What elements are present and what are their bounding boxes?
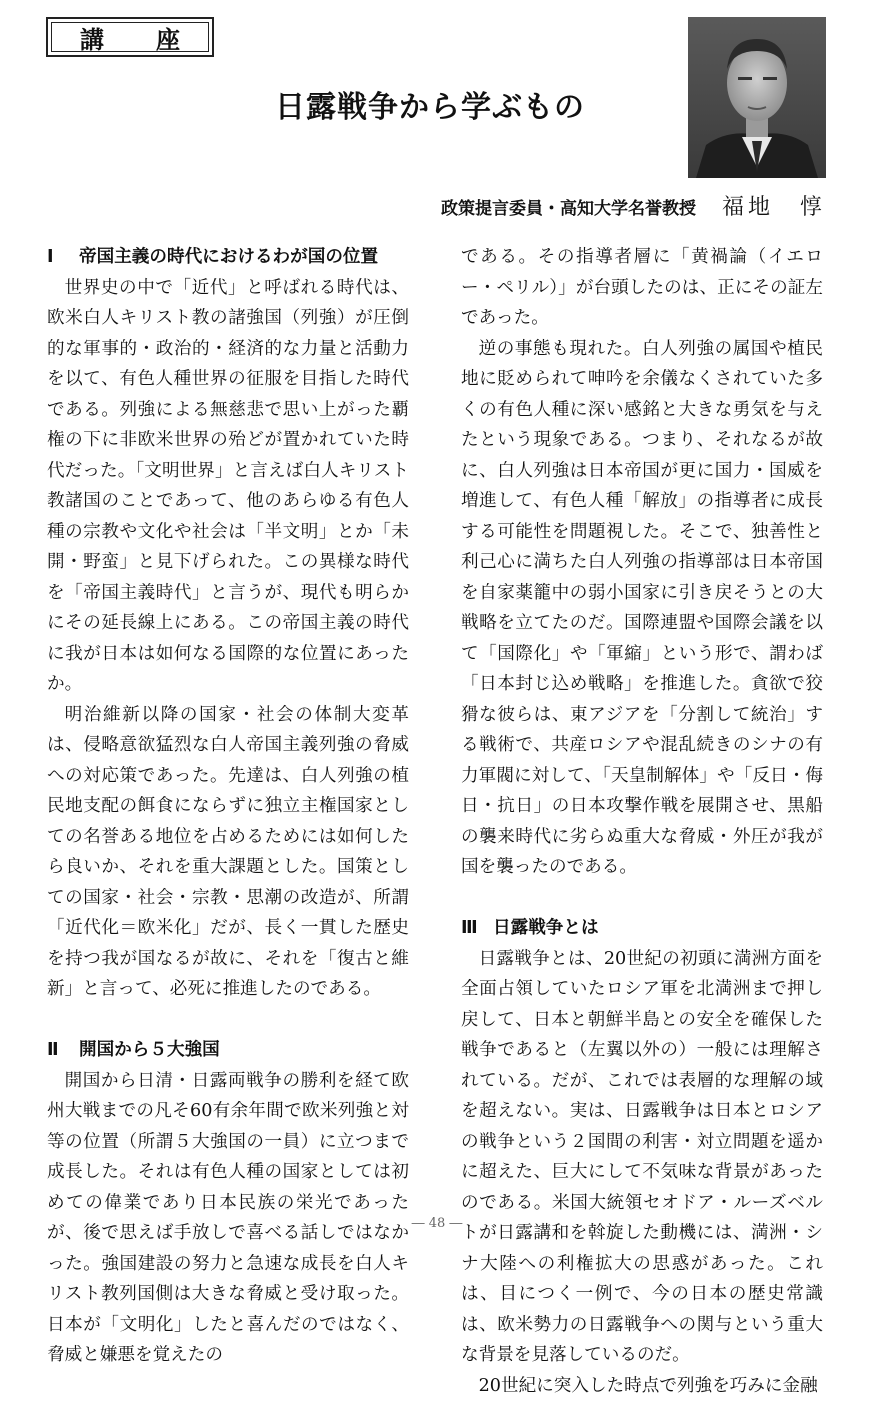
section-heading-1 [47,242,409,273]
article-title: 日露戦争から学ぶもの [230,82,630,126]
paragraph-continued: である。その指導者層に「黄禍論（イエロー・ペリル）」が台頭したのは、正にその証左であった。 [461,242,823,334]
category-label-box [46,17,214,57]
author-role: 政策提言委員・高知大学名誉教授 [441,199,696,219]
section-number-1: Ⅰ [47,242,79,273]
paragraph: 明治維新以降の国家・社会の体制大変革は、侵略意欲猛烈な白人帝国主義列強の脅威への対応策であった。先達は、白人列強の植民地支配の餌食にならずに独立主権国家としての名誉ある地位を占めるためには如何したら良いか、それを重大課題とした。国策としての国家・社会・宗教・思潮の改造が、所謂「近代化＝欧米化」だが、長く一貫した歴史を持つ我が国なるが故に、それを「復古と維新」と言って、必死に推進したのである。 [47,700,409,1005]
section-heading-3 [461,913,823,944]
section-number-2: Ⅱ [47,1035,79,1066]
author-portrait-photo [688,17,826,178]
page-number: ― 48 ― [0,1216,874,1231]
author-byline [441,190,826,221]
section-title-2: 開国から５大強国 [79,1040,220,1060]
section-title-1: 帝国主義の時代におけるわが国の位置 [79,247,378,267]
paragraph: 逆の事態も現れた。白人列強の属国や植民地に貶められて呻吟を余儀なくされていた多くの有色人種に深い感銘と大きな勇気を与えたという現象である。つまり、それなるが故に、白人列強は日本帝国が更に国力・国威を増進して、有色人種「解放」の指導者に成長する可能性を問題視した。そこで、独善性と利己心に満ちた白人列強の指導部は日本帝国を自家薬籠中の弱小国家に引き戻そうとの大戦略を立てたのだ。国際連盟や国際会議を以て「国際化」や「軍縮」という形で、謂わば「日本封じ込め戦略」を推進した。貪欲で狡猾な彼らは、東アジアを「分割して統治」する戦術で、共産ロシアや混乱続きのシナの有力軍閥に対して、「天皇制解体」や「反日・侮日・抗日」の日本攻撃作戦を展開させ、黒船の襲来時代に劣らぬ重大な脅威・外圧が我が国を襲ったのである。 [461,334,823,883]
column-left [47,242,409,1371]
section-number-3: Ⅲ [461,913,493,944]
paragraph: 開国から日清・日露両戦争の勝利を経て欧州大戦までの凡そ60有余年間で欧米列強と対等の位置（所謂５大強国の一員）に立つまで成長した。それは有色人種の国家としては初めての偉業であり日本民族の栄光であったが、後で思えば手放しで喜べる話しではなかった。強国建設の努力と急速な成長を白人キリスト教列国側は大きな脅威と受け取った。日本が「文明化」したと喜んだのではなく、脅威と嫌悪を覚えたの [47,1066,409,1371]
section-title-3: 日露戦争とは [493,918,599,938]
paragraph: 日露戦争とは、20世紀の初頭に満洲方面を全面占領していたロシア軍を北満洲まで押し戻して、日本と朝鮮半島との安全を確保した戦争であると（左翼以外の）一般には理解されている。だが、これでは表層的な理解の域を超えない。実は、日露戦争は日本とロシアの戦争という２国間の利害・対立問題を遥かに超えた、巨大にして不気味な背景があったのである。米国大統領セオドア・ルーズベルトが日露講和を斡旋した動機には、満洲・シナ大陸への利権拡大の思惑があった。これは、目につく一例で、今の日本の歴史常識は、欧米勢力の日露戦争への関与という重大な背景を見落しているのだ。 [461,944,823,1371]
section-heading-2 [47,1035,409,1066]
paragraph: 世界史の中で「近代」と呼ばれる時代は、欧米白人キリスト教の諸強国（列強）が圧倒的な軍事的・政治的・経済的な力量と活動力を以て、有色人種世界の征服を目指した時代である。列強による無慈悲で思い上がった覇権の下に非欧米世界の殆どが置かれていた時代だった。「文明世界」と言えば白人キリスト教諸国のことであって、他のあらゆる有色人種の宗教や文化や社会は「半文明」とか「未開・野蛮」と見下げられた。この異様な時代を「帝国主義時代」と言うが、現代も明らかにその延長線上にある。この帝国主義の時代に我が日本は如何なる国際的な位置にあったか。 [47,273,409,700]
paragraph: 20世紀に突入した時点で列強を巧みに金融 [461,1371,823,1401]
category-label: 講 座 [51,22,209,52]
author-name: 福地 惇 [722,195,826,220]
